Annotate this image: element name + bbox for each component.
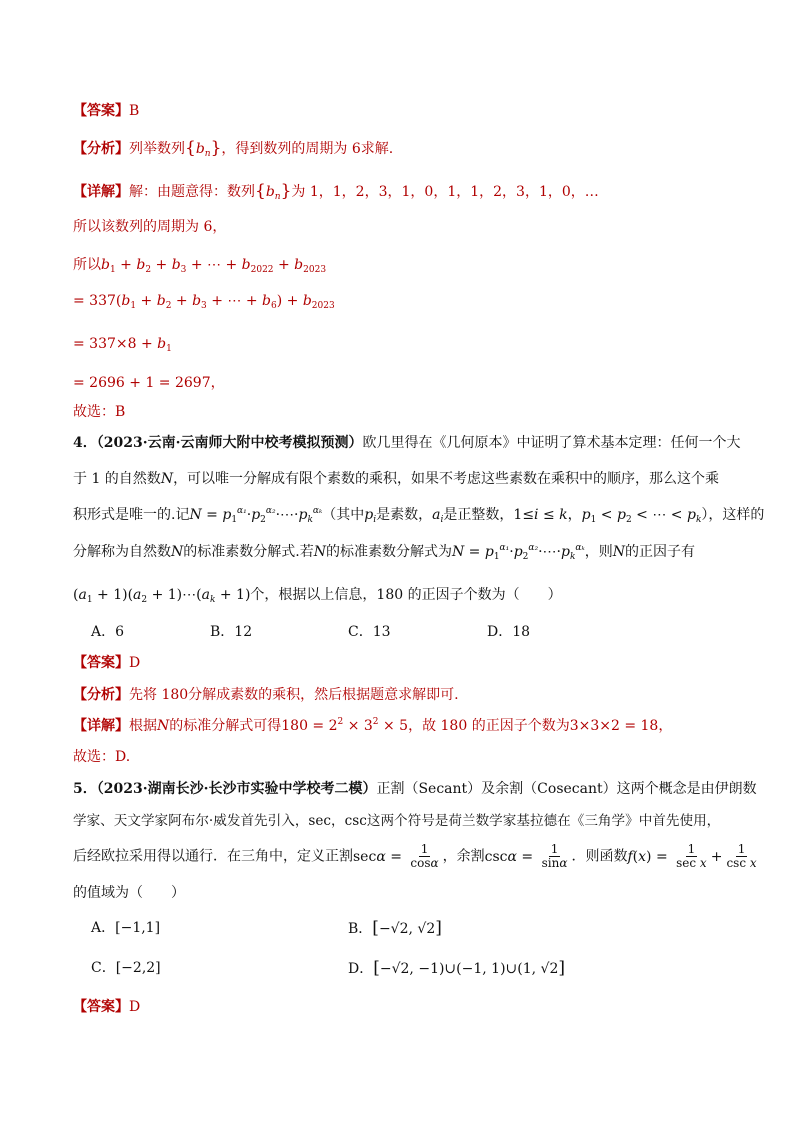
- detail-seq: 为 1，1，2，3，1，0，1，1，2，3，1，0，…: [291, 184, 599, 200]
- q4-option-c[interactable]: C．13: [348, 624, 391, 640]
- answer-value: B: [129, 103, 140, 119]
- step1-formula: ($b_1 + b_2 + b_3$ + ⋯ + $b_6) + b_{2023}$: [115, 293, 335, 311]
- q5-option-d[interactable]: [348, 958, 565, 979]
- divisor-count-formula: $(a_1 + 1)(a_2$ + $1)\cdots(a_k + 1)$: [73, 587, 251, 605]
- option-value: [−1,1]: [115, 920, 161, 936]
- step1-coef: = 337: [73, 293, 116, 309]
- q4-text2b: ，可以唯一分解成有限个素数的乘积，如果不考虑这些素数在乘积中的顺序，那么这个乘: [173, 471, 720, 487]
- q4-answer-line: [73, 653, 140, 673]
- q5-line1: [73, 779, 757, 799]
- q4-option-a[interactable]: A．6: [91, 624, 125, 640]
- q4-text3c: 是素数，: [376, 507, 433, 523]
- step2-line: [73, 334, 172, 354]
- q3-answer-line: [73, 101, 139, 121]
- q4-text3a: 积形式是唯一的.记: [73, 507, 190, 523]
- q5-line4: 的值域为（ ）: [73, 885, 185, 901]
- q4-analysis-line: [73, 685, 459, 705]
- q3-analysis-line: [73, 138, 393, 159]
- factorization-180: $180 = 2^2 \times 3^2 \times 5$: [281, 717, 409, 734]
- var-N: N: [160, 471, 174, 487]
- option-value: [−2,2]: [115, 960, 161, 976]
- q4-source: （2023·云南·云南师大附中校考模拟预测）: [96, 435, 363, 451]
- b1-term: $b_1$: [157, 336, 172, 354]
- q5-text3b: ，余割: [442, 848, 485, 865]
- q4-text4e: 的正因子有: [625, 544, 696, 560]
- q4-line5: [73, 585, 562, 605]
- var-N: N: [313, 544, 326, 560]
- q4-detail-a: 根据: [129, 718, 157, 734]
- q5-option-b[interactable]: [348, 918, 442, 939]
- q4-choose-line: 故选：D.: [73, 749, 131, 765]
- option-label: B．: [348, 921, 373, 937]
- q4-detail-eq: 180 = 2: [281, 718, 338, 734]
- q4-text2a: 于 1 的自然数: [73, 471, 161, 487]
- q5-answer-line: [73, 997, 140, 1017]
- sum-prefix: 所以: [73, 257, 101, 273]
- prime-order: $p_1 < p_2$ < ⋯ < $p_k$: [581, 507, 702, 525]
- q4-line3: 积形式是唯一的.记$N = p_1^{\alpha_1}\cdot p_2^{\alpha_2}\cdot\cdots\cdot p_k^{\alpha_k}$（其中$p_i$是素数，$a_i$是正整数，1≤i ≤ k，$p_1 < p_2$ < ⋯ < $p_k$），这样的: [73, 506, 765, 525]
- q4-text5b: 个，根据以上信息，180 的正因子个数为（ ）: [250, 587, 562, 603]
- q5-text1: 正割（Secant）及余割（Cosecant）这两个概念是由伊朗数: [376, 781, 757, 797]
- analysis-text-1: 列举数列: [129, 141, 185, 157]
- detail-text: 解：由题意得：数列: [129, 184, 255, 200]
- q5-text3c: ．则函数: [571, 848, 628, 865]
- var-N: N: [612, 544, 626, 560]
- detail-tag: 【详解】: [73, 718, 129, 734]
- q4-detail-line: [73, 716, 672, 736]
- q5-option-a[interactable]: [91, 918, 160, 938]
- q4-text3f: ），这样的: [701, 507, 765, 523]
- q5-line3: [73, 843, 761, 870]
- q4-text3d: 是正整数，1≤: [443, 507, 535, 523]
- seq-bn: $\{b_n\}$: [185, 138, 222, 159]
- answer-tag: 【答案】: [73, 999, 129, 1015]
- q5-line2: 学家、天文学家阿布尔·威发首先引入，sec，csc这两个符号是荷兰数学家基拉德在《三角学》中首先使用，: [73, 813, 721, 829]
- q4-text4c: 的标准素数分解式为: [325, 544, 452, 560]
- q4-text3e: ，: [567, 507, 582, 523]
- q4-detail-e: ，: [658, 718, 673, 734]
- sum-formula: $b_1 + b_2 + b_3$ + ⋯ + $b_{2022} + b_{2023}$: [101, 257, 327, 275]
- var-N: N: [157, 718, 170, 734]
- analysis-text: 先将 180分解成素数的乘积，然后根据题意求解即可.: [129, 687, 459, 703]
- step2-text: = 337×8 +: [73, 336, 158, 352]
- var-N: N: [171, 544, 184, 560]
- option-value: [−√2, √2]: [372, 918, 442, 938]
- analysis-text-2: ，得到数列的周期为 6求解.: [221, 141, 394, 157]
- q4-option-d[interactable]: D．18: [487, 624, 531, 640]
- q4-text1: 欧几里得在《几何原本》中证明了算术基本定理：任何一个大: [362, 435, 741, 451]
- q4-text4b: 的标准素数分解式.若: [183, 544, 314, 560]
- q4-option-b[interactable]: B．12: [210, 624, 253, 640]
- step3-line: = 2696 + 1 = 2697，: [73, 375, 225, 391]
- q5-source: （2023·湖南长沙·长沙市实验中学校考二模）: [96, 781, 377, 797]
- period-line: 所以该数列的周期为 6，: [73, 219, 227, 235]
- q3-choose-line: 故选：B: [73, 404, 126, 420]
- pi-term: $p_i$: [364, 507, 377, 525]
- answer-value: D: [129, 655, 141, 671]
- q4-detail-c: ，故 180 的正因子个数为: [408, 718, 570, 734]
- q5-option-c[interactable]: [91, 958, 161, 978]
- option-value: [−√2, −1)∪(−1, 1)∪(1, √2]: [373, 958, 566, 978]
- q4-detail-b: 的标准分解式可得: [169, 718, 282, 734]
- q4-line1: [73, 433, 740, 453]
- q4-line4: [73, 542, 695, 562]
- q4-number: 4．: [73, 435, 97, 451]
- analysis-tag: 【分析】: [73, 687, 129, 703]
- q4-text4a: 分解称为自然数: [73, 544, 171, 560]
- i-le-k: i: [534, 507, 539, 523]
- prime-factorization: $N = p_1^{\alpha_1}\cdot p_2^{\alpha_2}\cdot\cdots\cdot p_k^{\alpha_k}$: [189, 506, 323, 525]
- detail-tag: 【详解】: [73, 184, 129, 200]
- q4-text3b: （其中: [322, 507, 365, 523]
- q3-detail-line: [73, 181, 599, 202]
- seq-bn: $\{b_n\}$: [255, 181, 292, 202]
- answer-tag: 【答案】: [73, 103, 129, 119]
- option-label: C．: [91, 960, 116, 976]
- q5-number: 5．: [73, 781, 97, 797]
- answer-tag: 【答案】: [73, 655, 129, 671]
- answer-value: D: [129, 999, 141, 1015]
- step1-line: [73, 291, 335, 311]
- q4-line2: [73, 469, 719, 489]
- function-def: f(x) = $\frac{1}{\text{sec x}}$ + $\frac{1}{\text{csc x}}$: [627, 842, 757, 870]
- analysis-tag: 【分析】: [73, 141, 129, 157]
- q4-text4d: ，则: [584, 544, 613, 560]
- prime-factorization-2: $N = p_1^{\alpha_1}\cdot p_2^{\alpha_2}\cdot\cdots\cdot p_k^{\alpha_k}$: [451, 543, 585, 562]
- option-label: A．: [91, 920, 116, 936]
- q5-text3a: 后经欧拉采用得以通行．在三角中，定义正割: [73, 848, 353, 865]
- q4-detail-d: 3×3×2 = 18: [569, 718, 659, 734]
- sec-def: secα = $\frac{1}{\cos\alpha}$: [353, 842, 439, 870]
- option-label: D．: [348, 961, 374, 977]
- csc-def: cscα = $\frac{1}{\sin\alpha}$: [484, 842, 568, 870]
- sum-line: [73, 255, 326, 275]
- ai-term: $a_i$: [432, 507, 444, 525]
